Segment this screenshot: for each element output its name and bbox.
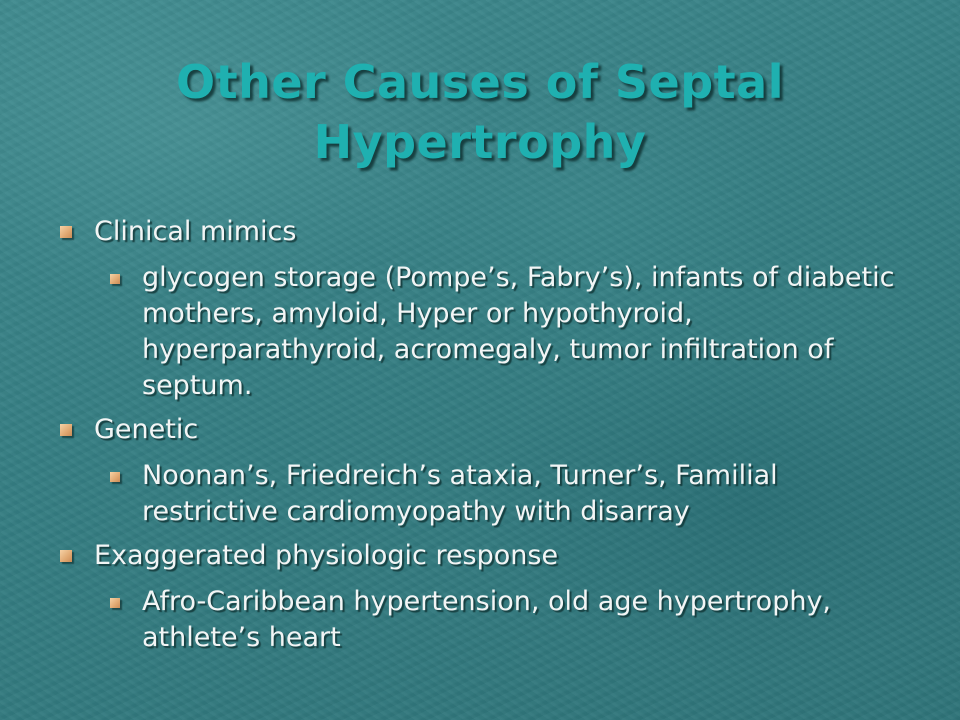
square-bullet-icon	[110, 472, 120, 482]
spacer	[58, 530, 908, 538]
spacer	[58, 448, 908, 458]
square-bullet-icon	[60, 550, 72, 562]
spacer	[58, 250, 908, 260]
slide-title: Other Causes of Septal Hypertrophy	[176, 55, 784, 169]
list-item-genetic	[58, 412, 908, 448]
square-bullet-icon	[110, 598, 120, 608]
list-item-exaggerated-physiologic-response	[58, 538, 908, 574]
list-item-clinical-mimics	[58, 214, 908, 250]
bullet-list	[58, 214, 908, 656]
square-bullet-icon	[110, 274, 120, 284]
bullet-heading: Clinical mimics	[94, 216, 297, 247]
spacer	[58, 574, 908, 584]
square-bullet-icon	[60, 226, 72, 238]
bullet-detail: Noonan’s, Friedreich’s ataxia, Turner’s, Familial restrictive cardiomyopathy with disarray	[142, 460, 778, 527]
bullet-detail: glycogen storage (Pompe’s, Fabry’s), infants of diabetic mothers, amyloid, Hyper or hypothyroid, hyperparathyroid, acromegaly, tumor infiltration of septum.	[142, 262, 895, 401]
bullet-heading: Exaggerated physiologic response	[94, 540, 559, 571]
square-bullet-icon	[60, 424, 72, 436]
sub-list-item-exaggerated-physiologic-response-detail	[100, 584, 908, 656]
bullet-heading: Genetic	[94, 414, 199, 445]
sub-list-item-clinical-mimics-detail	[100, 260, 908, 404]
sub-list-item-genetic-detail	[100, 458, 908, 530]
bullet-detail: Afro-Caribbean hypertension, old age hypertrophy, athlete’s heart	[142, 586, 832, 653]
spacer	[58, 404, 908, 412]
